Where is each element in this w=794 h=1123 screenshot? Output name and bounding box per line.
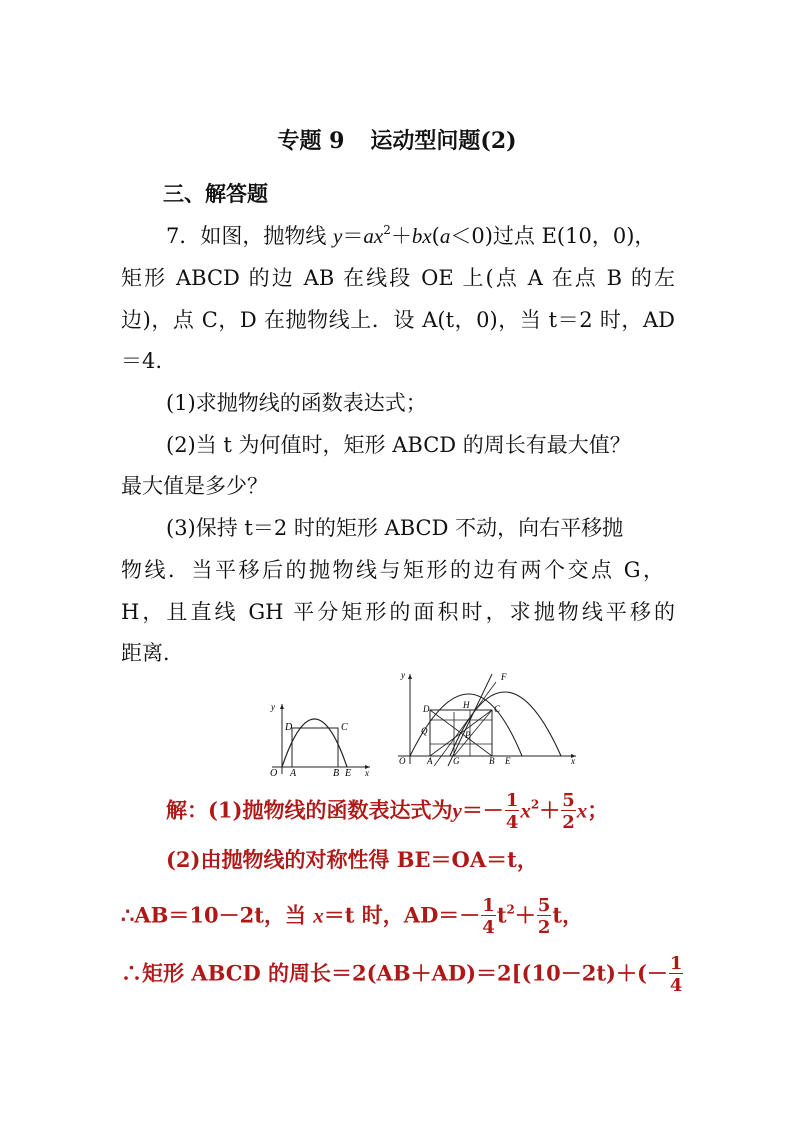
fig2-label-O: O <box>399 756 406 766</box>
problem-line-2: 矩形 ABCD 的边 AB 在线段 OE 上(点 A 在点 B 的左 <box>121 266 675 290</box>
problem-line-4: ＝4. <box>121 349 163 373</box>
solution-line-4: ∴矩形 ABCD 的周长＝2(AB＋AD)＝2[(10－2t)＋(－ $\frac{1}{4}$ <box>121 953 683 996</box>
page-title <box>0 124 794 155</box>
problem-line-1: 7．如图，抛物线 $y=ax^2+bx(a<0)$过点 E(10，0)， <box>166 223 656 248</box>
fig1-label-y: y <box>271 702 275 712</box>
question-1: (1)求抛物线的函数表达式； <box>166 391 427 415</box>
fig2-label-G: G <box>453 756 460 766</box>
question-3-line-4: 距离． <box>121 641 184 665</box>
fig2-label-Q: Q <box>421 726 428 736</box>
solution-line-3: ∴AB＝10－2t，当 x＝t 时，AD＝－ $\frac{1}{4}$ $t^2+$ $\frac{5}{2}$ t， <box>121 895 584 938</box>
question-2-line-2: 最大值是多少？ <box>121 474 268 498</box>
fig2-label-P: P <box>465 730 471 740</box>
fig2-label-B: B <box>489 756 495 766</box>
fig1-label-D: D <box>285 722 293 733</box>
title-topic: 专题 9 <box>277 128 345 154</box>
question-3-line-1: (3)保持 t＝2 时的矩形 ABCD 不动，向右平移抛 <box>166 516 624 540</box>
question-3-line-3: H，且直线 GH 平分矩形的面积时，求抛物线平移的 <box>121 600 675 624</box>
fig2-label-A: A <box>427 756 433 766</box>
title-subject: 运动型问题(2) <box>370 128 517 154</box>
fraction-five-halves: $\frac{5}{2}$ <box>562 790 575 833</box>
figure-parabola-rectangle <box>262 700 374 776</box>
fraction-one-quarter: $\frac{1}{4}$ <box>669 953 683 996</box>
fig2-label-C: C <box>494 704 501 714</box>
fig1-label-x: x <box>365 768 369 776</box>
fig2-label-y: y <box>401 670 405 680</box>
section-heading: 三、解答题 <box>163 181 268 206</box>
fig2-label-H: H <box>463 700 470 710</box>
fig1-label-A: A <box>290 768 297 776</box>
question-2-line-1: (2)当 t 为何值时，矩形 ABCD 的周长有最大值？ <box>166 433 631 457</box>
problem-line-3: 边)，点 C，D 在抛物线上．设 A(t，0)，当 t＝2 时，AD <box>121 308 675 332</box>
fraction-one-quarter: $\frac{1}{4}$ <box>505 790 519 833</box>
figure-translated-parabola <box>396 668 582 770</box>
fraction-five-halves: $\frac{5}{2}$ <box>537 895 551 938</box>
fig1-label-E: E <box>345 768 352 776</box>
fig2-label-D: D <box>423 704 430 714</box>
fig2-label-x: x <box>571 756 575 766</box>
question-3-line-2: 物线．当平移后的抛物线与矩形的边有两个交点 G， <box>121 558 664 582</box>
solution-line-1: 解：(1)抛物线的函数表达式为y＝－ $\frac{1}{4}$ $x^2+$ $\frac{5}{2}$ x； <box>166 790 609 833</box>
solution-line-2: (2)由抛物线的对称性得 BE＝OA＝t， <box>166 847 538 872</box>
fig1-label-C: C <box>341 722 348 733</box>
fig2-label-E: E <box>505 756 511 766</box>
fraction-one-quarter: $\frac{1}{4}$ <box>482 895 495 938</box>
fig1-label-O: O <box>270 768 278 776</box>
fig1-label-B: B <box>333 768 340 776</box>
fig2-label-F: F <box>501 672 507 682</box>
